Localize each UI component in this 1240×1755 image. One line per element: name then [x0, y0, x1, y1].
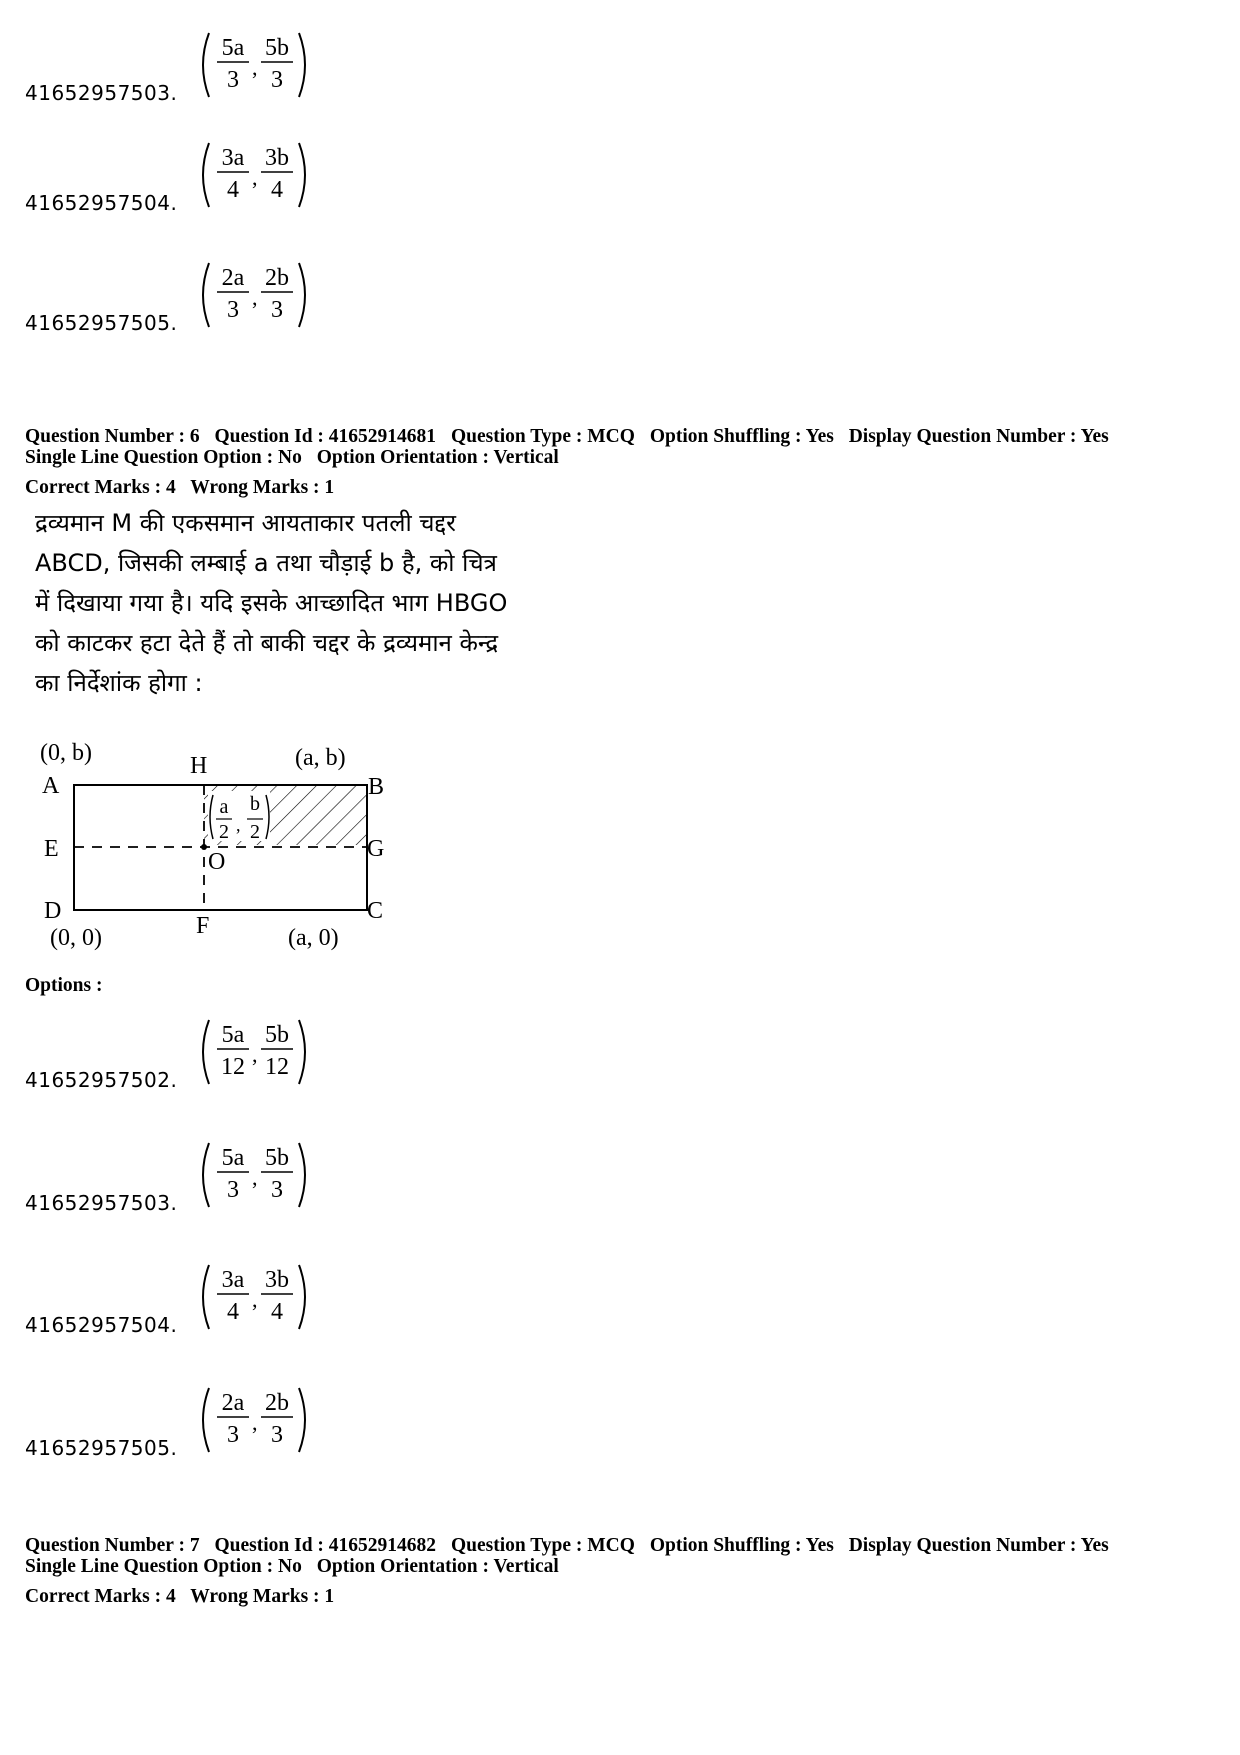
den-b: 3 — [271, 1422, 283, 1448]
question-meta-line — [25, 447, 569, 469]
wrong-marks: Wrong Marks : 1 — [190, 477, 335, 498]
question-text-line: को काटकर हटा देते हैं तो बाकी चद्दर के द्रव्यमान केन्द्र — [35, 629, 499, 657]
svg-text:,: , — [252, 165, 258, 190]
option-formula — [195, 1380, 315, 1460]
option-orientation: Option Orientation : Vertical — [316, 447, 559, 468]
option-shuffling: Option Shuffling : Yes — [649, 426, 834, 447]
label-e: E — [44, 836, 59, 862]
coord-d: (0, 0) — [50, 925, 102, 951]
wrong-marks: Wrong Marks : 1 — [190, 1586, 335, 1607]
option-shuffling: Option Shuffling : Yes — [649, 1535, 834, 1556]
question-number: Question Number : 6 — [25, 426, 200, 447]
o-num-a: a — [219, 796, 229, 818]
question-text-line: द्रव्यमान M की एकसमान आयताकार पतली चद्दर — [35, 509, 456, 537]
option-row[interactable] — [25, 1135, 625, 1215]
option-id: 41652957504. — [25, 191, 178, 215]
option-formula — [195, 1012, 315, 1092]
num-b: 5b — [265, 1022, 289, 1048]
question-text — [35, 503, 575, 703]
num-a: 2a — [221, 1390, 245, 1416]
label-f: F — [196, 913, 210, 939]
options-label: Options : — [25, 975, 103, 996]
question-text-line: का निर्देशांक होगा : — [35, 669, 203, 697]
den-b: 4 — [271, 177, 283, 203]
svg-text:,: , — [252, 1410, 258, 1435]
den-b: 12 — [265, 1054, 289, 1080]
num-a: 2a — [221, 265, 245, 291]
correct-marks: Correct Marks : 4 — [25, 1586, 176, 1607]
display-question-number: Display Question Number : Yes — [848, 1535, 1109, 1556]
option-id: 41652957503. — [25, 81, 178, 105]
correct-marks: Correct Marks : 4 — [25, 477, 176, 498]
display-question-number: Display Question Number : Yes — [848, 426, 1109, 447]
den-a: 3 — [227, 67, 239, 93]
den-b: 3 — [271, 67, 283, 93]
question-id: Question Id : 41652914682 — [214, 1535, 437, 1556]
option-row — [25, 135, 625, 215]
num-a: 5a — [221, 1022, 245, 1048]
den-b: 3 — [271, 297, 283, 323]
question-text-line: में दिखाया गया है। यदि इसके आच्छादित भाग HBGO — [35, 589, 508, 617]
coord-c: (a, 0) — [288, 925, 339, 951]
den-a: 12 — [221, 1054, 245, 1080]
option-formula — [195, 255, 315, 335]
option-id: 41652957504. — [25, 1313, 178, 1337]
marks-line — [25, 477, 344, 499]
svg-text:,: , — [236, 815, 241, 835]
option-id: 41652957503. — [25, 1191, 178, 1215]
svg-text:,: , — [252, 1165, 258, 1190]
question-type: Question Type : MCQ — [450, 1535, 635, 1556]
single-line-option: Single Line Question Option : No — [25, 447, 302, 468]
question-text-line: ABCD, जिसकी लम्बाई a तथा चौड़ाई b है, को चित्र — [35, 549, 497, 577]
svg-text:,: , — [252, 285, 258, 310]
svg-text:,: , — [252, 55, 258, 80]
label-o: O — [208, 849, 226, 875]
question-id: Question Id : 41652914681 — [214, 426, 437, 447]
num-a: 3a — [221, 1267, 245, 1293]
question-meta-line — [25, 1556, 569, 1578]
question-number: Question Number : 7 — [25, 1535, 200, 1556]
num-b: 3b — [265, 1267, 289, 1293]
option-id: 41652957505. — [25, 311, 178, 335]
question-meta-line — [25, 426, 1119, 448]
option-row — [25, 25, 625, 105]
svg-text:,: , — [252, 1287, 258, 1312]
question-type: Question Type : MCQ — [450, 426, 635, 447]
label-a: A — [42, 773, 60, 799]
num-a: 3a — [221, 145, 245, 171]
num-b: 2b — [265, 1390, 289, 1416]
num-a: 5a — [221, 1145, 245, 1171]
svg-text:,: , — [252, 1042, 258, 1067]
num-b: 3b — [265, 145, 289, 171]
coord-a: (0, b) — [40, 740, 92, 766]
num-a: 5a — [221, 35, 245, 61]
point-o — [201, 844, 207, 850]
num-b: 2b — [265, 265, 289, 291]
option-row — [25, 255, 625, 335]
coord-b: (a, b) — [295, 745, 346, 771]
num-b: 5b — [265, 35, 289, 61]
den-a: 4 — [227, 177, 239, 203]
marks-line — [25, 1586, 344, 1608]
label-b: B — [368, 774, 385, 800]
label-c: C — [367, 898, 384, 924]
den-b: 3 — [271, 1177, 283, 1203]
den-b: 4 — [271, 1299, 283, 1325]
option-row[interactable] — [25, 1380, 625, 1460]
option-row[interactable] — [25, 1012, 625, 1092]
o-num-b: b — [250, 793, 260, 815]
den-a: 3 — [227, 1422, 239, 1448]
label-d: D — [44, 898, 62, 924]
option-formula — [195, 135, 315, 215]
option-formula — [195, 25, 315, 105]
option-orientation: Option Orientation : Vertical — [316, 1556, 559, 1577]
question-meta-line — [25, 1535, 1119, 1557]
o-den-a: 2 — [219, 821, 229, 843]
label-g: G — [367, 836, 385, 862]
option-id: 41652957502. — [25, 1068, 178, 1092]
option-row[interactable] — [25, 1257, 625, 1337]
single-line-option: Single Line Question Option : No — [25, 1556, 302, 1577]
rectangle-diagram — [30, 735, 385, 969]
option-id: 41652957505. — [25, 1436, 178, 1460]
den-a: 3 — [227, 297, 239, 323]
den-a: 4 — [227, 1299, 239, 1325]
option-formula — [195, 1135, 315, 1215]
o-den-b: 2 — [250, 821, 260, 843]
num-b: 5b — [265, 1145, 289, 1171]
den-a: 3 — [227, 1177, 239, 1203]
option-formula — [195, 1257, 315, 1337]
label-h: H — [190, 753, 208, 779]
